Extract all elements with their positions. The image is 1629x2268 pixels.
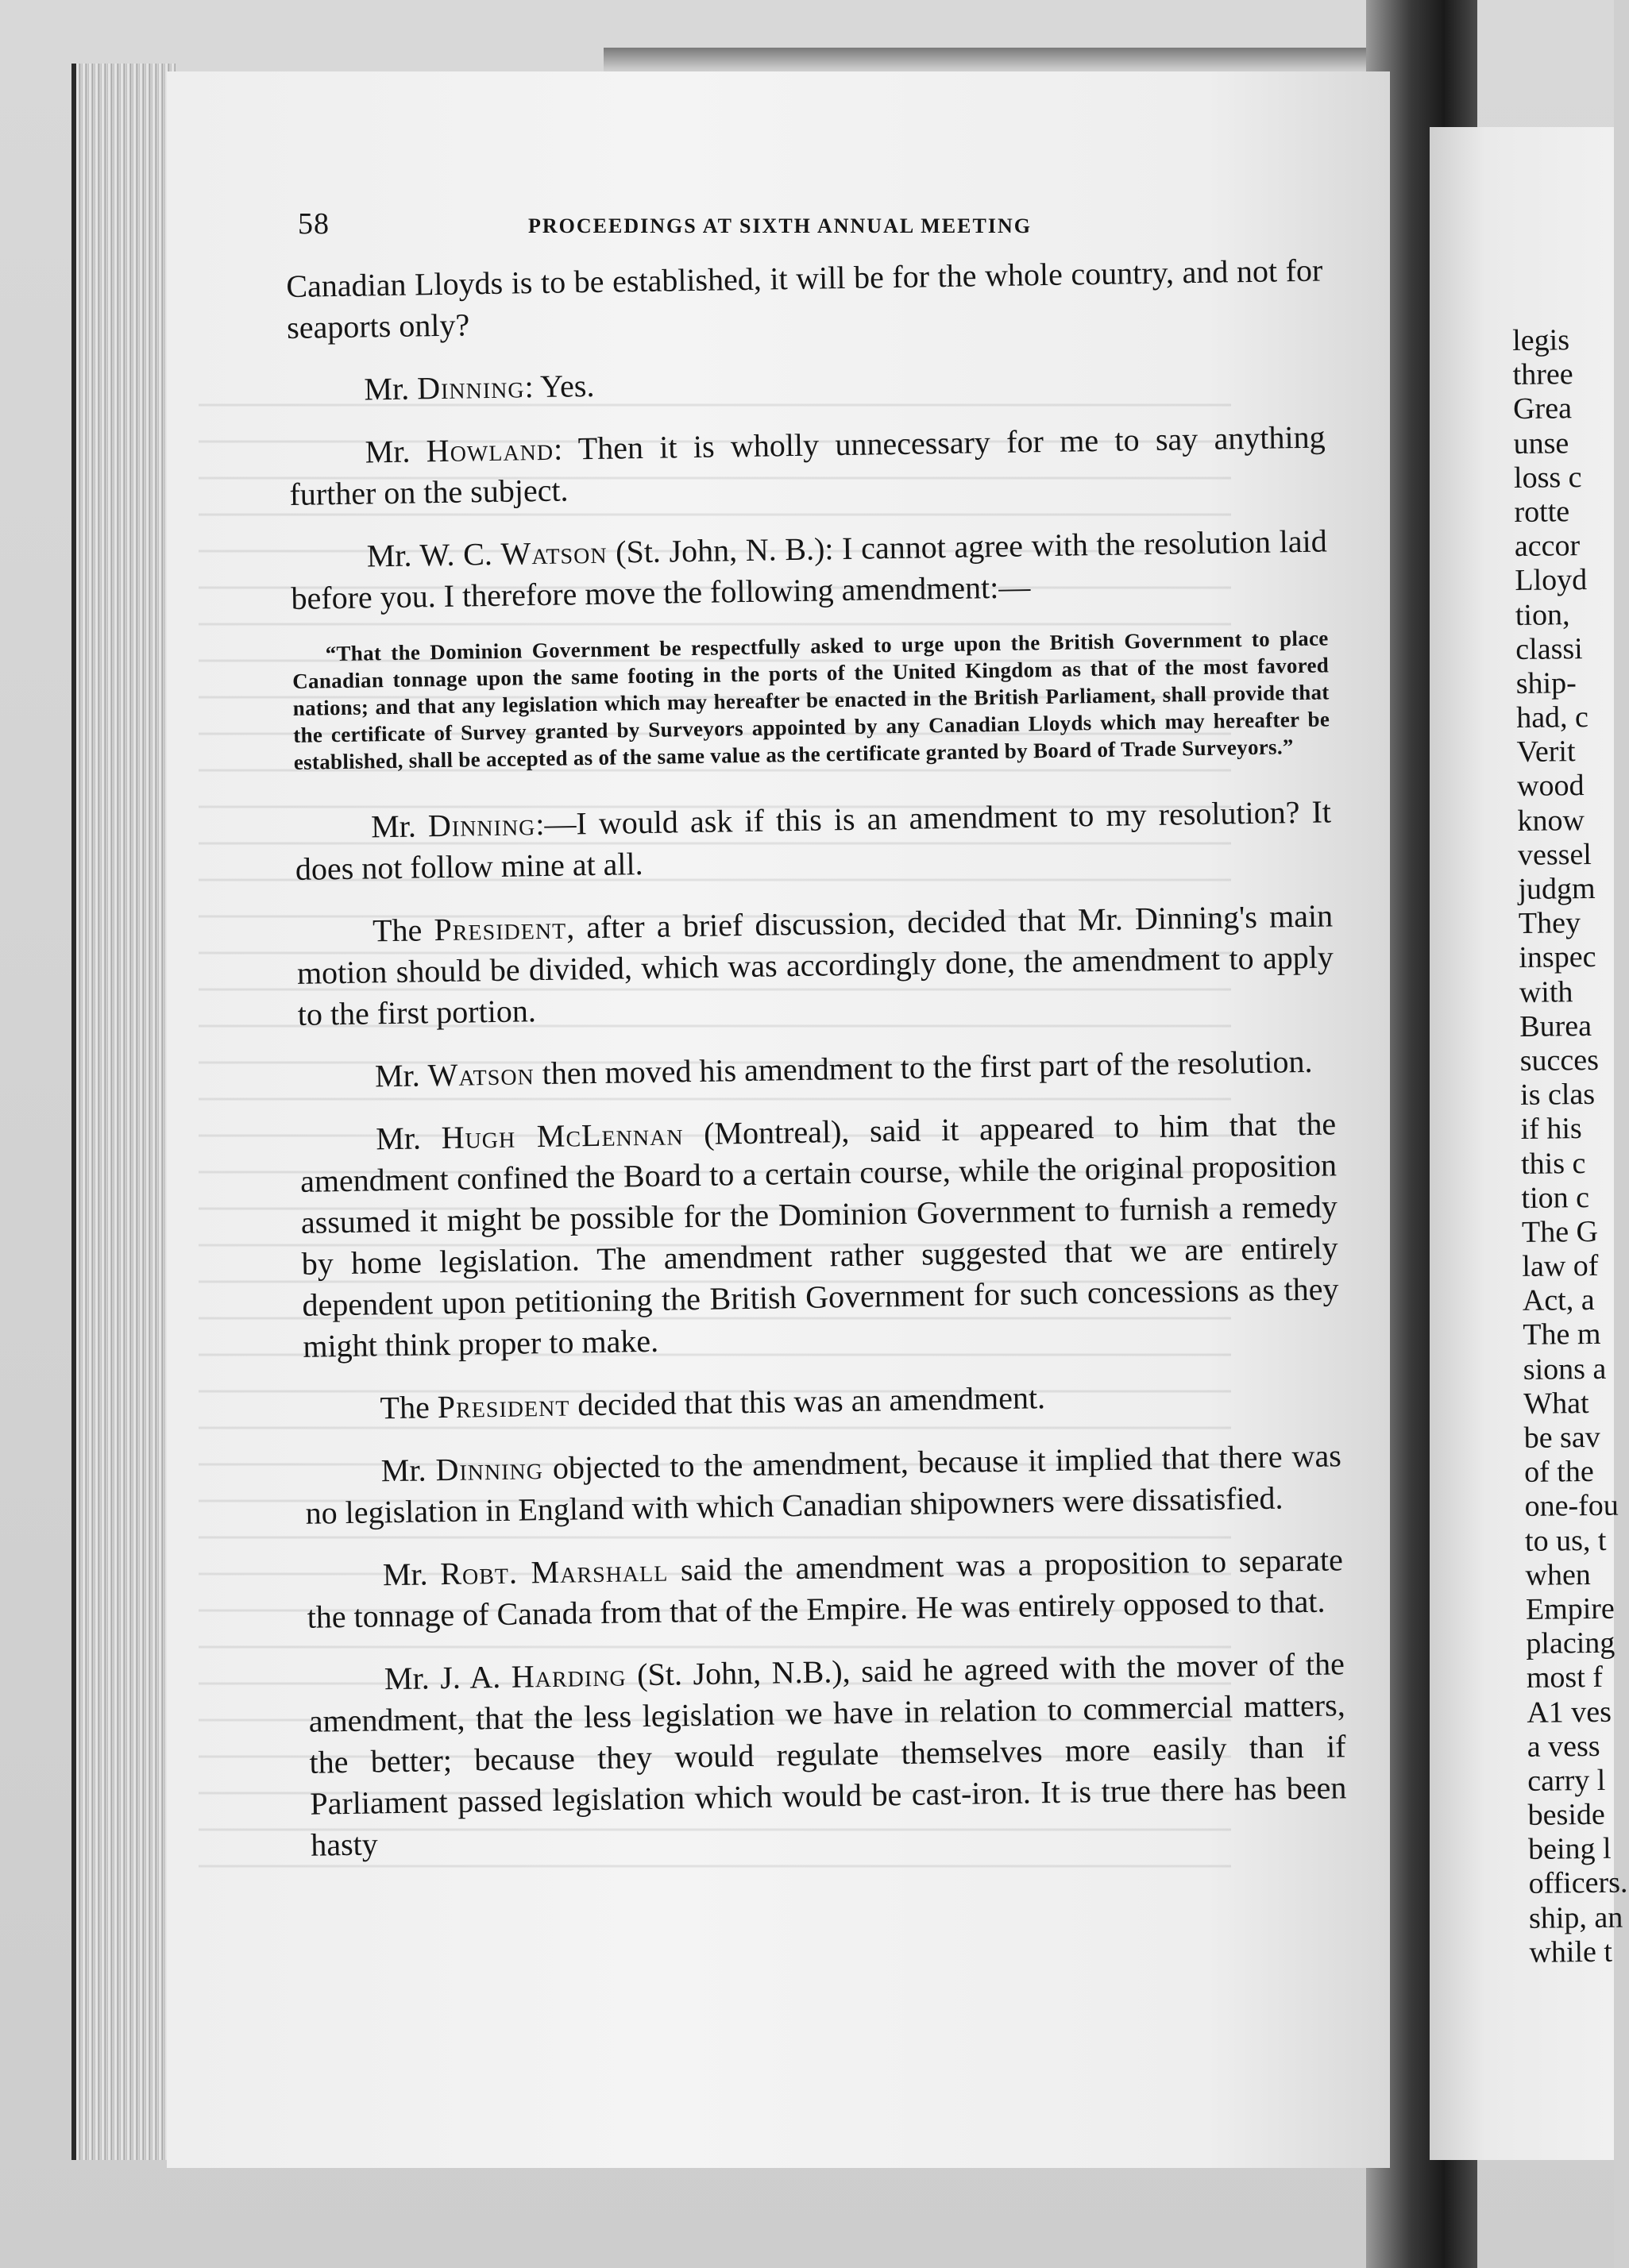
left-page — [167, 71, 1390, 2168]
right-page-line: ship- — [1515, 666, 1577, 700]
paragraph — [290, 520, 1327, 619]
right-page-line: Empire — [1525, 1591, 1615, 1626]
right-page-line: of the — [1523, 1455, 1594, 1490]
right-page-line: to us, t — [1524, 1523, 1607, 1558]
speaker-name: Dinning — [435, 1450, 544, 1488]
right-page-line: be sav — [1523, 1420, 1600, 1455]
paragraph — [288, 416, 1326, 515]
right-page-line: judgm — [1518, 871, 1596, 906]
speaker-name: Harding — [511, 1657, 627, 1695]
right-page-line: They — [1518, 906, 1581, 941]
text-run: :—I would ask if this is an amendment to my resolution? It does not follow mine at all. — [295, 793, 1332, 887]
right-page-line: when — [1525, 1557, 1592, 1592]
right-page-line: ship, an — [1528, 1900, 1623, 1935]
paragraph — [299, 1103, 1340, 1367]
right-page-line: classi — [1515, 631, 1583, 666]
text-run: : Then it is wholly unnecessary for me to say anything further on the subject. — [289, 418, 1326, 512]
text-run: Mr. J. A. — [384, 1658, 512, 1697]
right-page-line: inspec — [1519, 940, 1596, 975]
text-run: Mr. W. C. — [366, 535, 501, 574]
right-page-line: law of — [1522, 1248, 1599, 1283]
right-page-line: The m — [1523, 1317, 1601, 1352]
right-page-line: while t — [1529, 1934, 1613, 1969]
right-page-line: succes — [1519, 1043, 1600, 1078]
right-page-line: unse — [1513, 426, 1569, 461]
running-head: PROCEEDINGS AT SIXTH ANNUAL MEETING — [528, 214, 1032, 237]
text-run: objected to the amendment, because it implied that there was no legislation in England with which Canadian shipowners were dissatisfied. — [305, 1437, 1342, 1531]
right-page-line: officers. — [1528, 1866, 1628, 1901]
text-run: (Montreal), said it appeared to him that the amendment confined the Board to a certain course, while the original proposition assumed it might be possible for the Dominion Government to furnish a remedy by home legislation. The amendment rather suggested that we are entirely dependent upon petitioning the British Government for such concessions as they might think proper to make. — [299, 1105, 1339, 1364]
right-page-line: Lloyd — [1515, 563, 1588, 598]
right-page-line: placing — [1526, 1626, 1615, 1661]
body-text — [286, 250, 1348, 1888]
speaker-name: Dinning — [427, 806, 536, 844]
text-run: said the amendment was a proposition to separate the tonnage of Canada from that of the Empire. He was entirely opposed to that. — [307, 1541, 1344, 1635]
speaker-name: Robt. Marshall — [439, 1552, 669, 1592]
right-page-line: being l — [1527, 1832, 1612, 1867]
speaker-name: President — [437, 1387, 570, 1425]
paragraph — [307, 1539, 1344, 1637]
paragraph — [288, 353, 1325, 411]
text-run: (St. John, N. B.): I cannot agree with the resolution laid before you. I therefore move the following amendment:— — [291, 523, 1327, 616]
speaker-name: Watson — [427, 1055, 535, 1094]
text-run: “That the Dominion Government be respectfully asked to urge upon the British Government to place Canadian tonnage upon the same footing in the ports of the United Kingdom as that of the most favored nations; and that any legislation which may hereafter be enacted in the British Parliament, shall provide that the certificate of Survey granted by Surveyors appointed by any Canadian Lloyds which may hereafter be established, shall be accepted as of the same value as the certificate granted by Board of Trade Surveyors.” — [291, 626, 1330, 774]
right-page — [1430, 127, 1628, 2160]
paragraph — [308, 1643, 1348, 1865]
right-page-line: A1 ves — [1527, 1695, 1612, 1730]
right-page-line: one-fou — [1524, 1489, 1619, 1524]
right-page-line: know — [1517, 803, 1585, 838]
right-page-line: The G — [1521, 1214, 1599, 1249]
block-quote — [291, 624, 1330, 775]
right-page-line: tion c — [1521, 1180, 1590, 1215]
text-run: Mr. — [380, 1452, 436, 1489]
right-page-line: vessel — [1517, 837, 1592, 872]
right-page-line: beside — [1527, 1797, 1605, 1832]
text-run: The — [380, 1389, 438, 1426]
right-page-line: Grea — [1512, 392, 1573, 426]
right-page-line: had, c — [1515, 700, 1589, 735]
text-run: Mr. — [382, 1556, 441, 1593]
paragraph — [299, 1040, 1336, 1097]
right-page-line: if his — [1520, 1112, 1582, 1147]
text-run: The — [372, 912, 434, 949]
right-page-line: Act, a — [1522, 1283, 1595, 1318]
text-run: (St. John, N.B.), said he agreed with the mover of the amendment, that the less legislation we have in relation to commercial matters, the better; because they would regulate themselves more easily than if Parliament passed legislation which would be cast-iron. It is true there has been hasty — [308, 1645, 1347, 1863]
text-run: : Yes. — [524, 367, 595, 405]
paragraph — [303, 1372, 1341, 1429]
page-number: 58 — [298, 207, 330, 241]
speaker-name: Howland — [426, 430, 554, 469]
paragraph — [286, 250, 1323, 349]
text-run: Mr. — [375, 1120, 442, 1157]
right-page-line: accor — [1514, 529, 1581, 564]
right-page-line: Verit — [1516, 735, 1576, 770]
right-page-line: tion, — [1515, 597, 1570, 632]
paragraph — [304, 1435, 1341, 1533]
text-run: Mr. — [364, 370, 418, 407]
speaker-name: Watson — [500, 534, 608, 572]
text-run: decided that this was an amendment. — [569, 1379, 1046, 1423]
right-page-line: most f — [1526, 1660, 1604, 1695]
right-page-line: with — [1519, 974, 1573, 1009]
speaker-name: Hugh McLennan — [441, 1116, 684, 1156]
paragraph — [296, 895, 1334, 1035]
paragraph — [295, 791, 1332, 889]
right-page-line: sions a — [1523, 1352, 1607, 1387]
text-run: Canadian Lloyds is to be established, it will be for the whole country, and not for seaports only? — [286, 252, 1323, 345]
right-page-line: is clas — [1519, 1078, 1596, 1113]
right-page-fragments — [1512, 323, 1629, 1970]
right-page-line: this c — [1520, 1146, 1586, 1181]
right-page-line: rotte — [1514, 495, 1570, 529]
speaker-name: President — [434, 909, 567, 948]
right-page-line: carry l — [1527, 1763, 1606, 1798]
text-run: Mr. — [365, 433, 427, 470]
right-page-line: a vess — [1527, 1729, 1600, 1764]
text-run: Mr. — [370, 808, 429, 845]
right-page-line: wood — [1516, 769, 1585, 804]
text-run: then moved his amendment to the first part of the resolution. — [534, 1043, 1313, 1092]
right-page-line: loss c — [1513, 460, 1582, 495]
text-run: Mr. — [374, 1057, 429, 1094]
text-run: , after a brief discussion, decided that Mr. Dinning's main motion should be divided, which was accordingly done, the amendment to apply to the first portion. — [296, 897, 1334, 1032]
right-page-line: three — [1512, 357, 1573, 392]
right-page-line: What — [1523, 1386, 1589, 1421]
page-edges — [71, 64, 176, 2160]
right-page-line: Burea — [1519, 1009, 1592, 1043]
speaker-name: Dinning — [416, 368, 525, 407]
right-page-line: legis — [1512, 323, 1570, 357]
